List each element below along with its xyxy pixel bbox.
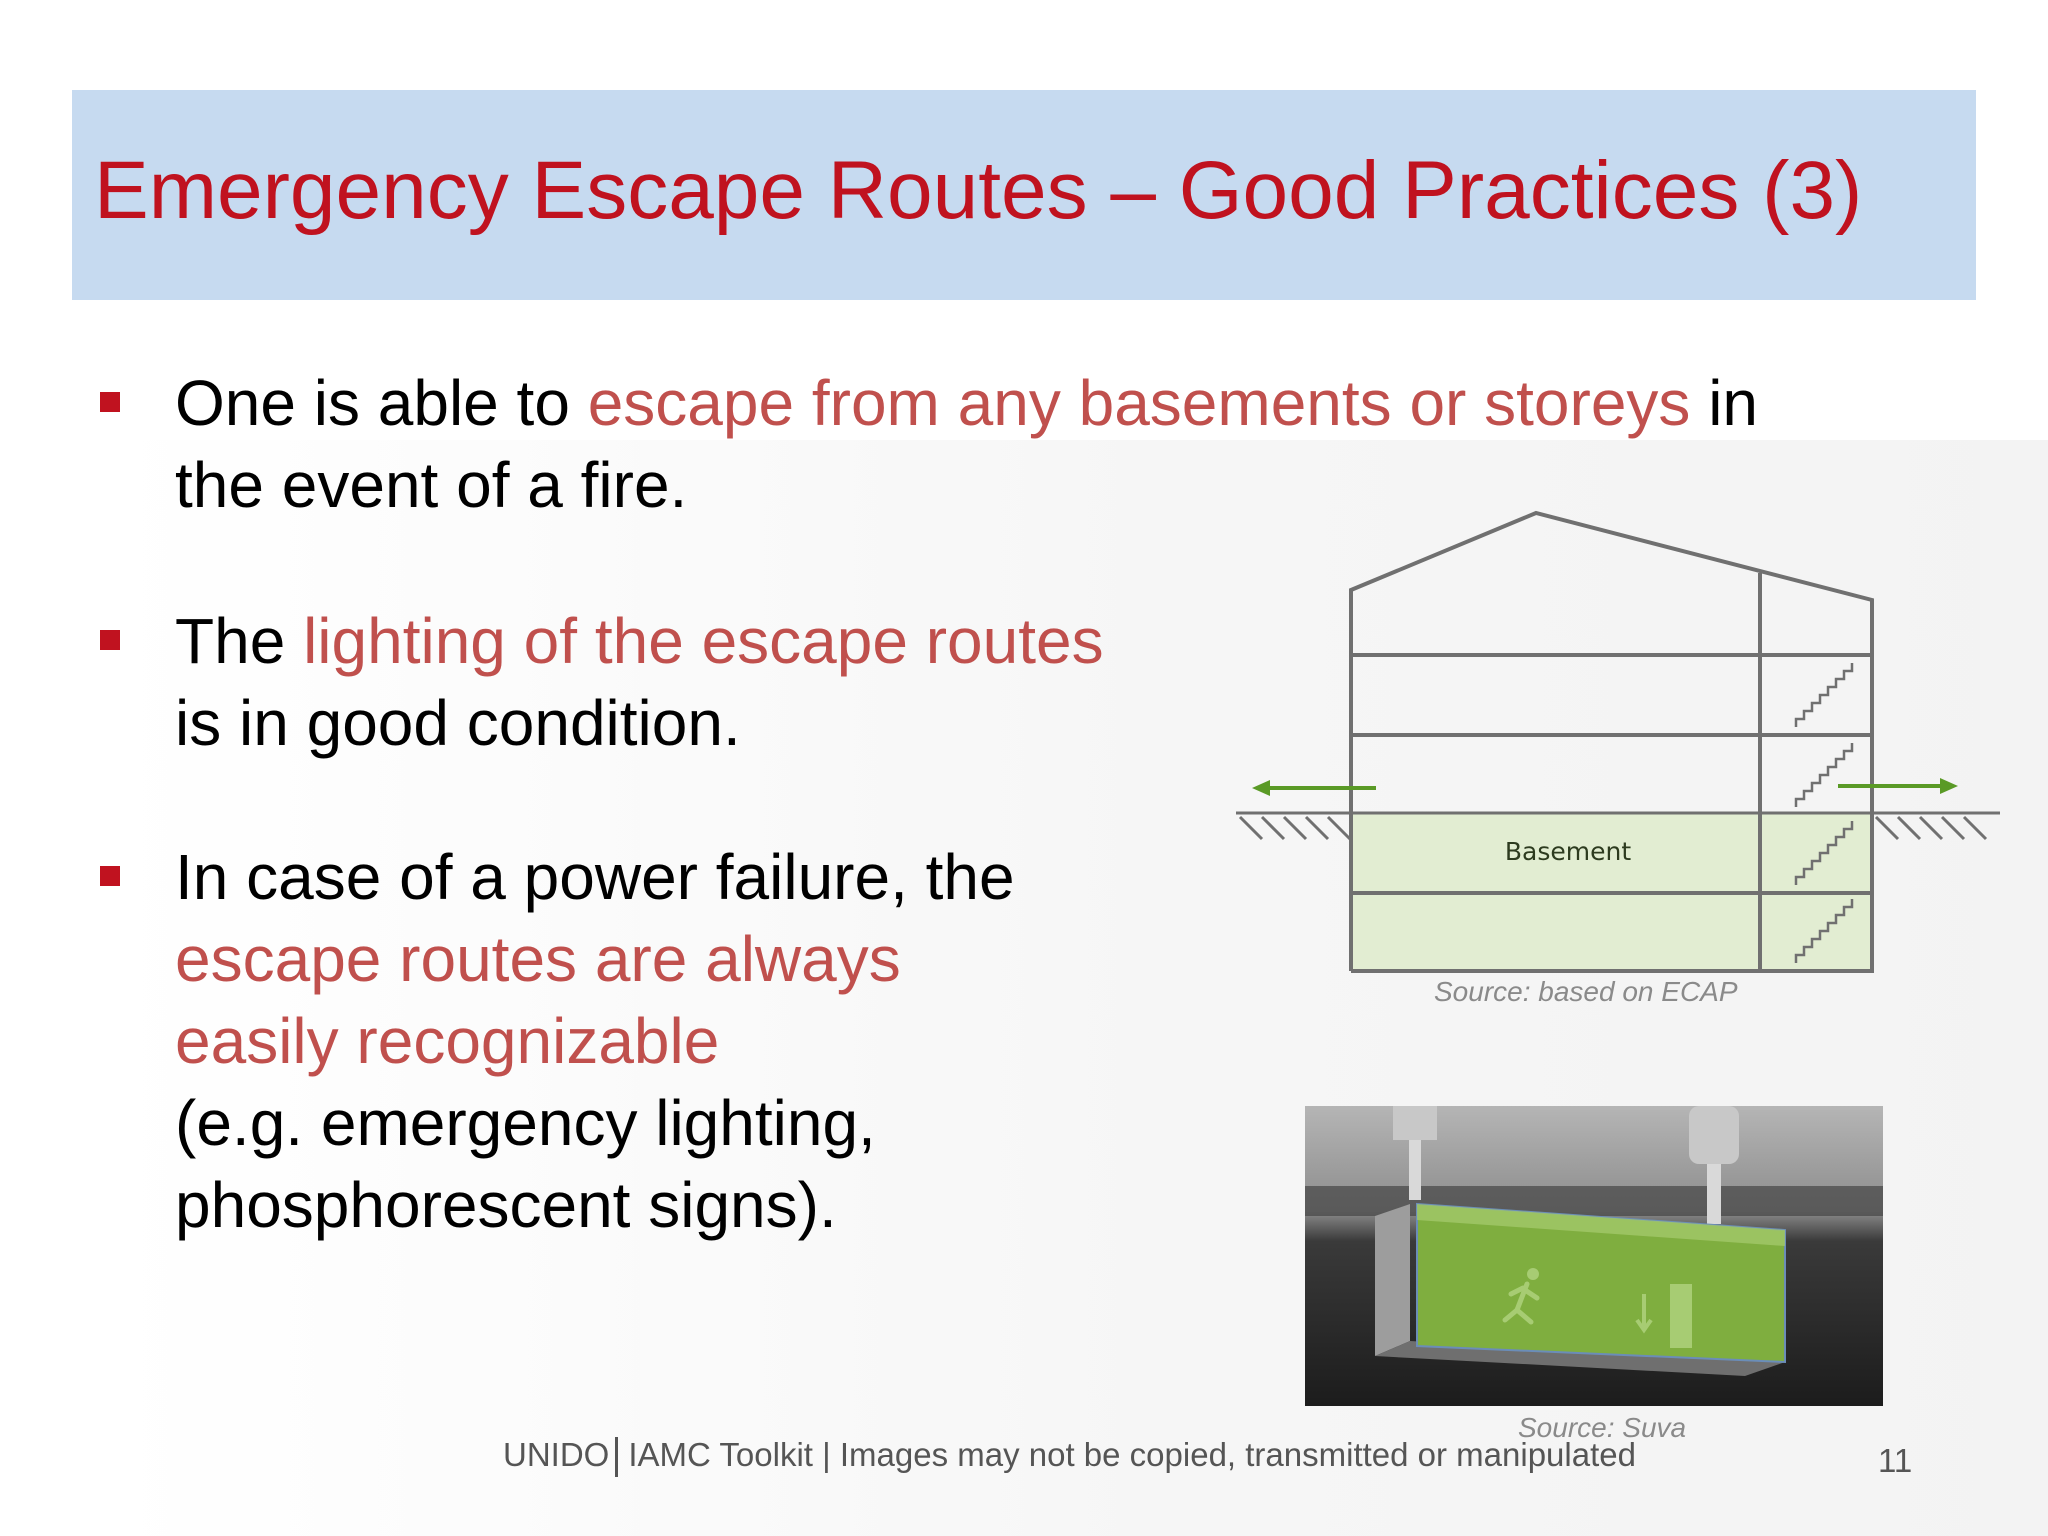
bullet-2-line2: is in good condition. — [175, 687, 741, 759]
footer-text: IAMC Toolkit | Images may not be copied, transmitted or manipulated — [628, 1436, 1636, 1473]
footer-org: UNIDO — [503, 1436, 610, 1473]
bullet-1 — [175, 362, 1875, 526]
bullet-2-text: The — [175, 605, 304, 677]
bullet-1-line2: the event of a fire. — [175, 449, 688, 521]
bullet-1-text-end: in — [1690, 367, 1758, 439]
footer — [503, 1436, 1636, 1477]
footer-separator — [615, 1437, 618, 1477]
bullet-marker — [100, 866, 120, 886]
bullet-1-text: One is able to — [175, 367, 588, 439]
bullet-1-highlight: escape from any basements or storeys — [587, 367, 1691, 439]
bullet-3-line4: (e.g. emergency lighting, — [175, 1087, 876, 1159]
basement-label: Basement — [1504, 837, 1632, 866]
building-diagram — [1230, 505, 2010, 1005]
bullet-marker — [100, 630, 120, 650]
exit-door-icon — [1670, 1284, 1692, 1348]
exit-arrow-right — [1838, 778, 1958, 794]
page-number: 11 — [1878, 1442, 1913, 1479]
bullet-marker — [100, 392, 120, 412]
bullet-2-highlight: lighting of the escape routes — [303, 605, 1104, 677]
exit-sign-photo — [1305, 1106, 1883, 1406]
bullet-3-highlight-line2: easily recognizable — [175, 1005, 720, 1077]
diagram-caption: Source: based on ECAP — [1434, 976, 1738, 1007]
bullet-3-line5: phosphorescent signs). — [175, 1169, 837, 1241]
bullet-3-line1: In case of a power failure, the — [175, 841, 1015, 913]
photo-caption: Source: Suva — [1518, 1412, 1687, 1443]
slide-title: Emergency Escape Routes – Good Practices (3) — [94, 145, 1863, 236]
bullet-3-highlight-line1: escape routes are always — [175, 923, 901, 995]
exit-arrow-left — [1252, 780, 1376, 796]
